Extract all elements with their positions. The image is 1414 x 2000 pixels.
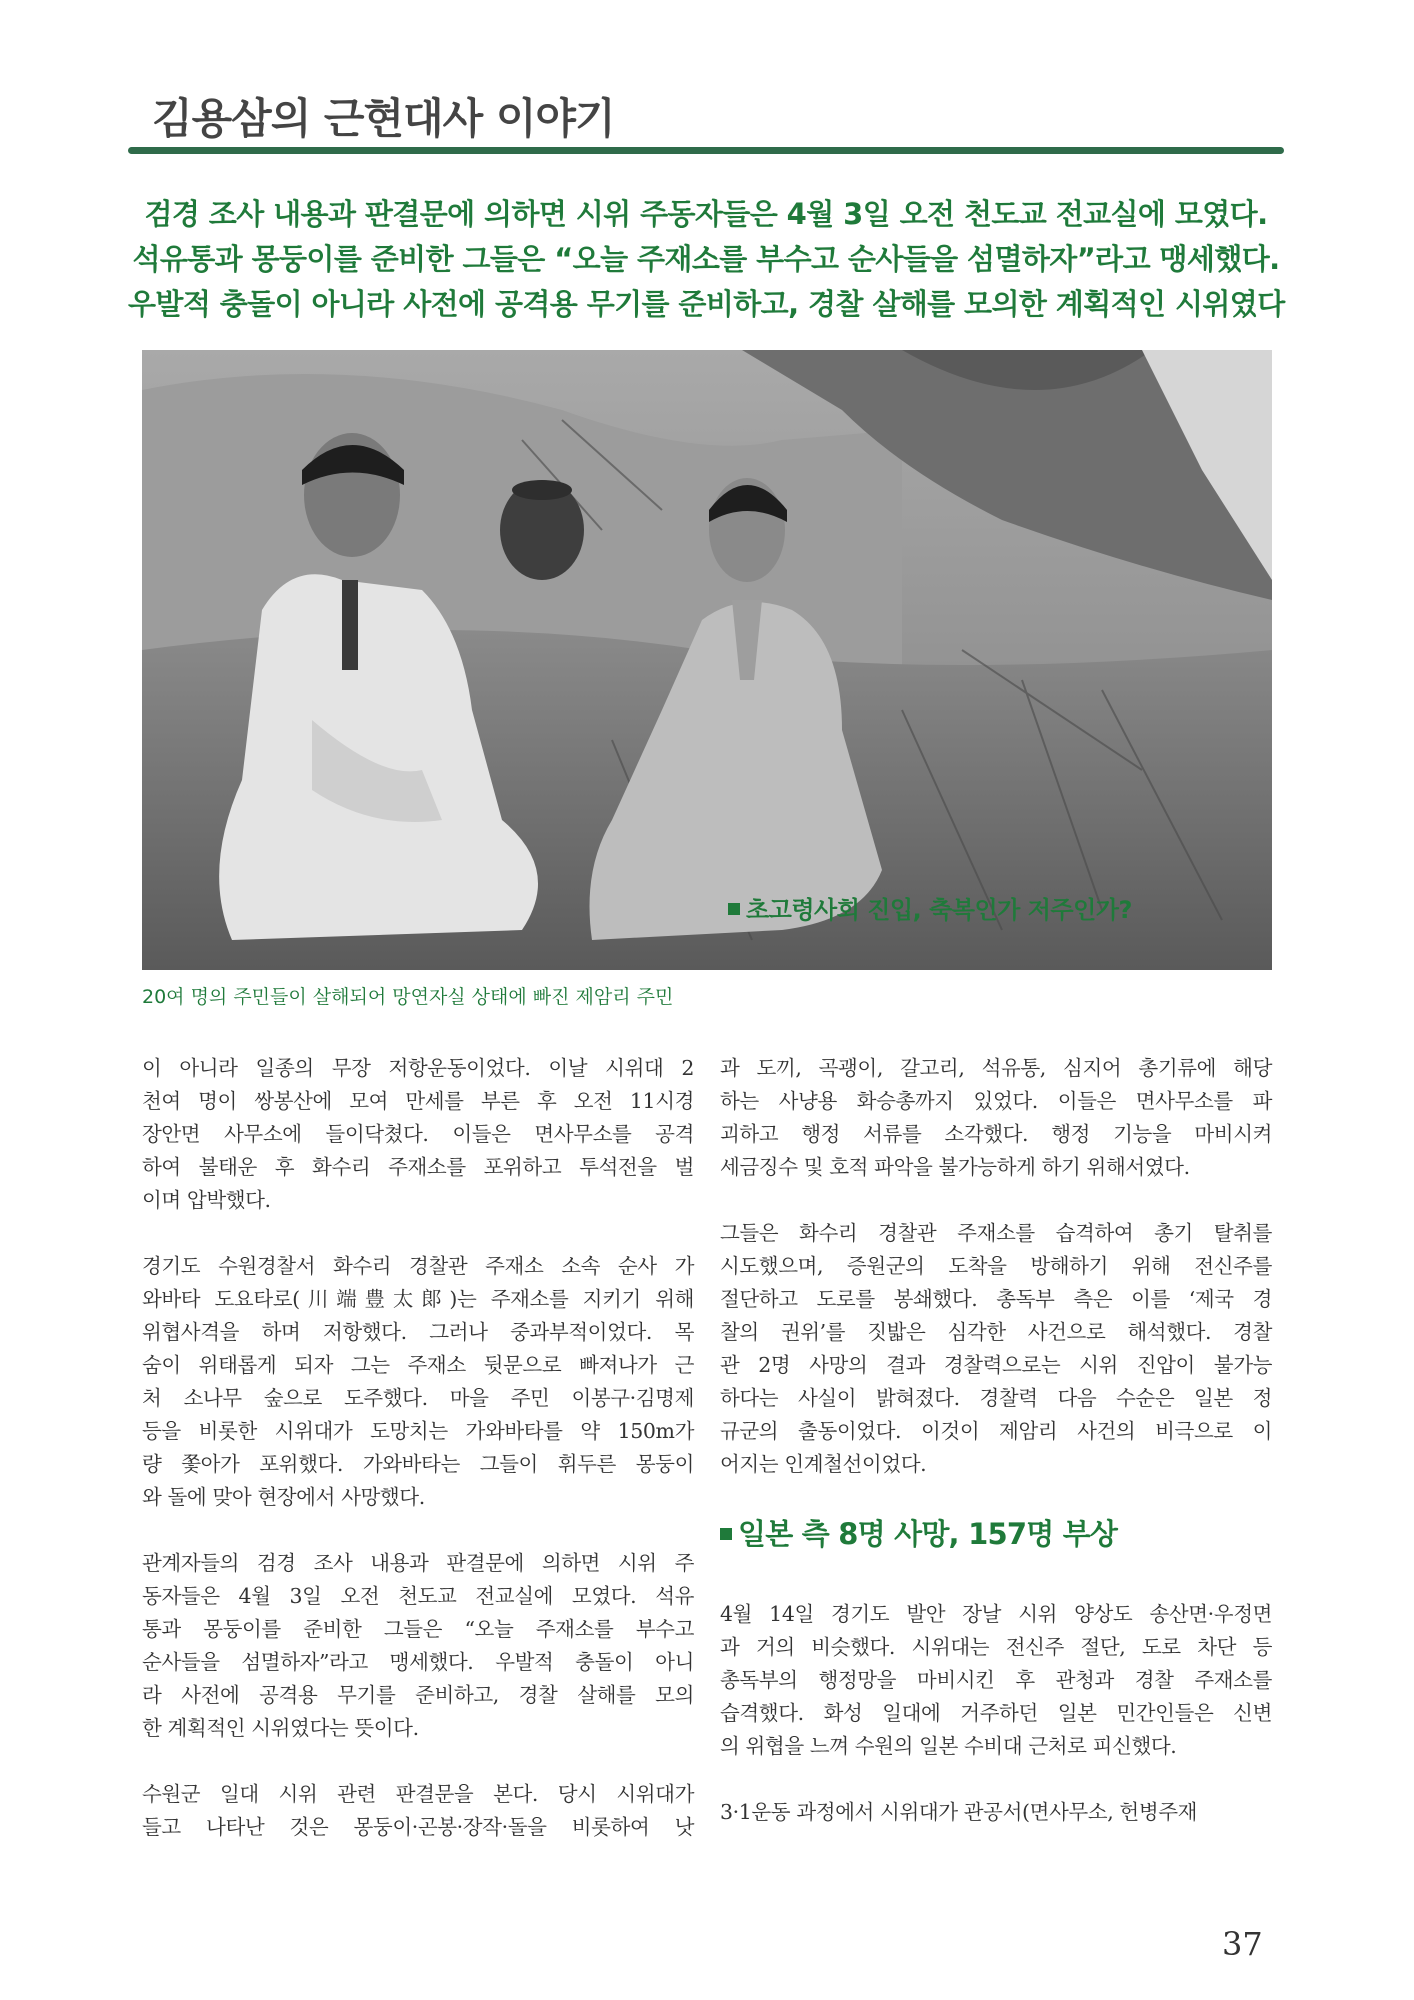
section-heading-text: 일본 측 8명 사망, 157명 부상 <box>738 1517 1118 1551</box>
text-line: 관계자들의 검경 조사 내용과 판결문에 의하면 시위 주 <box>142 1551 694 1575</box>
text-line: 위협사격을 하며 저항했다. 그러나 중과부적이었다. 목 <box>142 1320 694 1344</box>
text-line: 관 2명 사망의 결과 경찰력으로는 시위 진압이 불가능 <box>720 1353 1272 1377</box>
text-line: 순사들을 섬멸하자”라고 맹세했다. 우발적 충돌이 아니 <box>142 1650 694 1674</box>
body-paragraph <box>142 1250 694 1514</box>
text-line: 라 사전에 공격용 무기를 준비하고, 경찰 살해를 모의 <box>142 1683 694 1707</box>
body-paragraph <box>720 1217 1272 1481</box>
text-line: 경기도 수원경찰서 화수리 경찰관 주재소 소속 순사 가 <box>142 1254 694 1278</box>
text-line: 찰의 권위’를 짓밟은 심각한 사건으로 해석했다. 경찰 <box>720 1320 1272 1344</box>
text-line: 등을 비롯한 시위대가 도망치는 가와바타를 약 150m가 <box>142 1419 694 1443</box>
lead-quote <box>128 192 1284 327</box>
text-line: 숨이 위태롭게 되자 그는 주재소 뒷문으로 빠져나가 근 <box>142 1353 694 1377</box>
text-line: 천여 명이 쌍봉산에 모여 만세를 부른 후 오전 11시경 <box>142 1089 694 1113</box>
square-bullet-icon <box>720 1528 732 1540</box>
lead-line: 석유통과 몽둥이를 준비한 그들은 “오늘 주재소를 부수고 순사들을 섬멸하자”라고 맹세했다. <box>132 242 1280 276</box>
text-line: 4월 14일 경기도 발안 장날 시위 양상도 송산면·우정면 <box>720 1602 1272 1626</box>
text-line: 동자들은 4월 3일 오전 천도교 전교실에 모였다. 석유 <box>142 1584 694 1608</box>
text-line: 어지는 인계철선이었다. <box>720 1452 927 1476</box>
text-line: 수원군 일대 시위 관련 판결문을 본다. 당시 시위대가 <box>142 1782 694 1806</box>
body-paragraph <box>720 1796 1272 1829</box>
text-line: 통과 몽둥이를 준비한 그들은 “오늘 주재소를 부수고 <box>142 1617 694 1641</box>
text-line: 하다는 사실이 밝혀졌다. 경찰력 다음 수순은 일본 정 <box>720 1386 1272 1410</box>
text-line: 규군의 출동이었다. 이것이 제암리 사건의 비극으로 이 <box>720 1419 1272 1443</box>
text-line: 와바타 도요타로(川端豊太郞)는 주재소를 지키기 위해 <box>142 1287 694 1311</box>
text-line: 하는 사냥용 화승총까지 있었다. 이들은 면사무소를 파 <box>720 1089 1272 1113</box>
text-line: 이며 압박했다. <box>142 1188 271 1212</box>
text-line: 들고 나타난 것은 몽둥이·곤봉·장작·돌을 비롯하여 낫 <box>142 1815 694 1839</box>
text-line: 량 쫓아가 포위했다. 가와바타는 그들이 휘두른 몽둥이 <box>142 1452 694 1476</box>
text-line: 한 계획적인 시위였다는 뜻이다. <box>142 1716 419 1740</box>
lead-line: 우발적 충돌이 아니라 사전에 공격용 무기를 준비하고, 경찰 살해를 모의한 계획적인 시위였다 <box>128 287 1285 321</box>
square-bullet-icon <box>728 903 740 915</box>
text-line: 와 돌에 맞아 현장에서 사망했다. <box>142 1485 425 1509</box>
text-line: 그들은 화수리 경찰관 주재소를 습격하여 총기 탈취를 <box>720 1221 1272 1245</box>
text-line: 괴하고 행정 서류를 소각했다. 행정 기능을 마비시켜 <box>720 1122 1272 1146</box>
text-line: 시도했으며, 증원군의 도착을 방해하기 위해 전신주를 <box>720 1254 1272 1278</box>
historical-photo <box>142 350 1272 970</box>
text-line: 세금징수 및 호적 파악을 불가능하게 하기 위해서였다. <box>720 1155 1190 1179</box>
photo-overlay-label: 초고령사회 진입, 축복인가 저주인가? <box>746 896 1132 924</box>
text-line: 처 소나무 숲으로 도주했다. 마을 주민 이봉구·김명제 <box>142 1386 694 1410</box>
photo-illustration <box>142 350 1272 970</box>
title-underline <box>128 147 1284 154</box>
photo-caption: 20여 명의 주민들이 살해되어 망연자실 상태에 빠진 제암리 주민 <box>142 986 674 1008</box>
series-title: 김용삼의 근현대사 이야기 <box>152 94 615 143</box>
text-line: 하여 불태운 후 화수리 주재소를 포위하고 투석전을 벌 <box>142 1155 694 1179</box>
text-line: 이 아니라 일종의 무장 저항운동이었다. 이날 시위대 2 <box>142 1056 694 1080</box>
body-paragraph <box>720 1598 1272 1763</box>
page-number: 37 <box>1222 1925 1263 1963</box>
text-line: 과 거의 비슷했다. 시위대는 전신주 절단, 도로 차단 등 <box>720 1635 1272 1659</box>
body-paragraph <box>142 1778 694 1844</box>
lead-line: 검경 조사 내용과 판결문에 의하면 시위 주동자들은 4월 3일 오전 천도교 전교실에 모였다. <box>144 197 1268 231</box>
section-heading <box>720 1514 1272 1554</box>
body-column-left <box>142 1052 694 1877</box>
photo-overlay-text <box>728 890 1132 925</box>
body-column-right <box>720 1052 1272 1862</box>
text-line: 과 도끼, 곡괭이, 갈고리, 석유통, 심지어 총기류에 해당 <box>720 1056 1272 1080</box>
text-line: 3·1운동 과정에서 시위대가 관공서(면사무소, 헌병주재 <box>720 1800 1198 1824</box>
text-line: 총독부의 행정망을 마비시킨 후 관청과 경찰 주재소를 <box>720 1668 1272 1692</box>
text-line: 의 위협을 느껴 수원의 일본 수비대 근처로 피신했다. <box>720 1734 1177 1758</box>
body-paragraph <box>142 1052 694 1217</box>
text-line: 장안면 사무소에 들이닥쳤다. 이들은 면사무소를 공격 <box>142 1122 694 1146</box>
text-line: 습격했다. 화성 일대에 거주하던 일본 민간인들은 신변 <box>720 1701 1272 1725</box>
body-paragraph <box>142 1547 694 1745</box>
text-line: 절단하고 도로를 봉쇄했다. 총독부 측은 이를 ‘제국 경 <box>720 1287 1272 1311</box>
body-paragraph <box>720 1052 1272 1184</box>
